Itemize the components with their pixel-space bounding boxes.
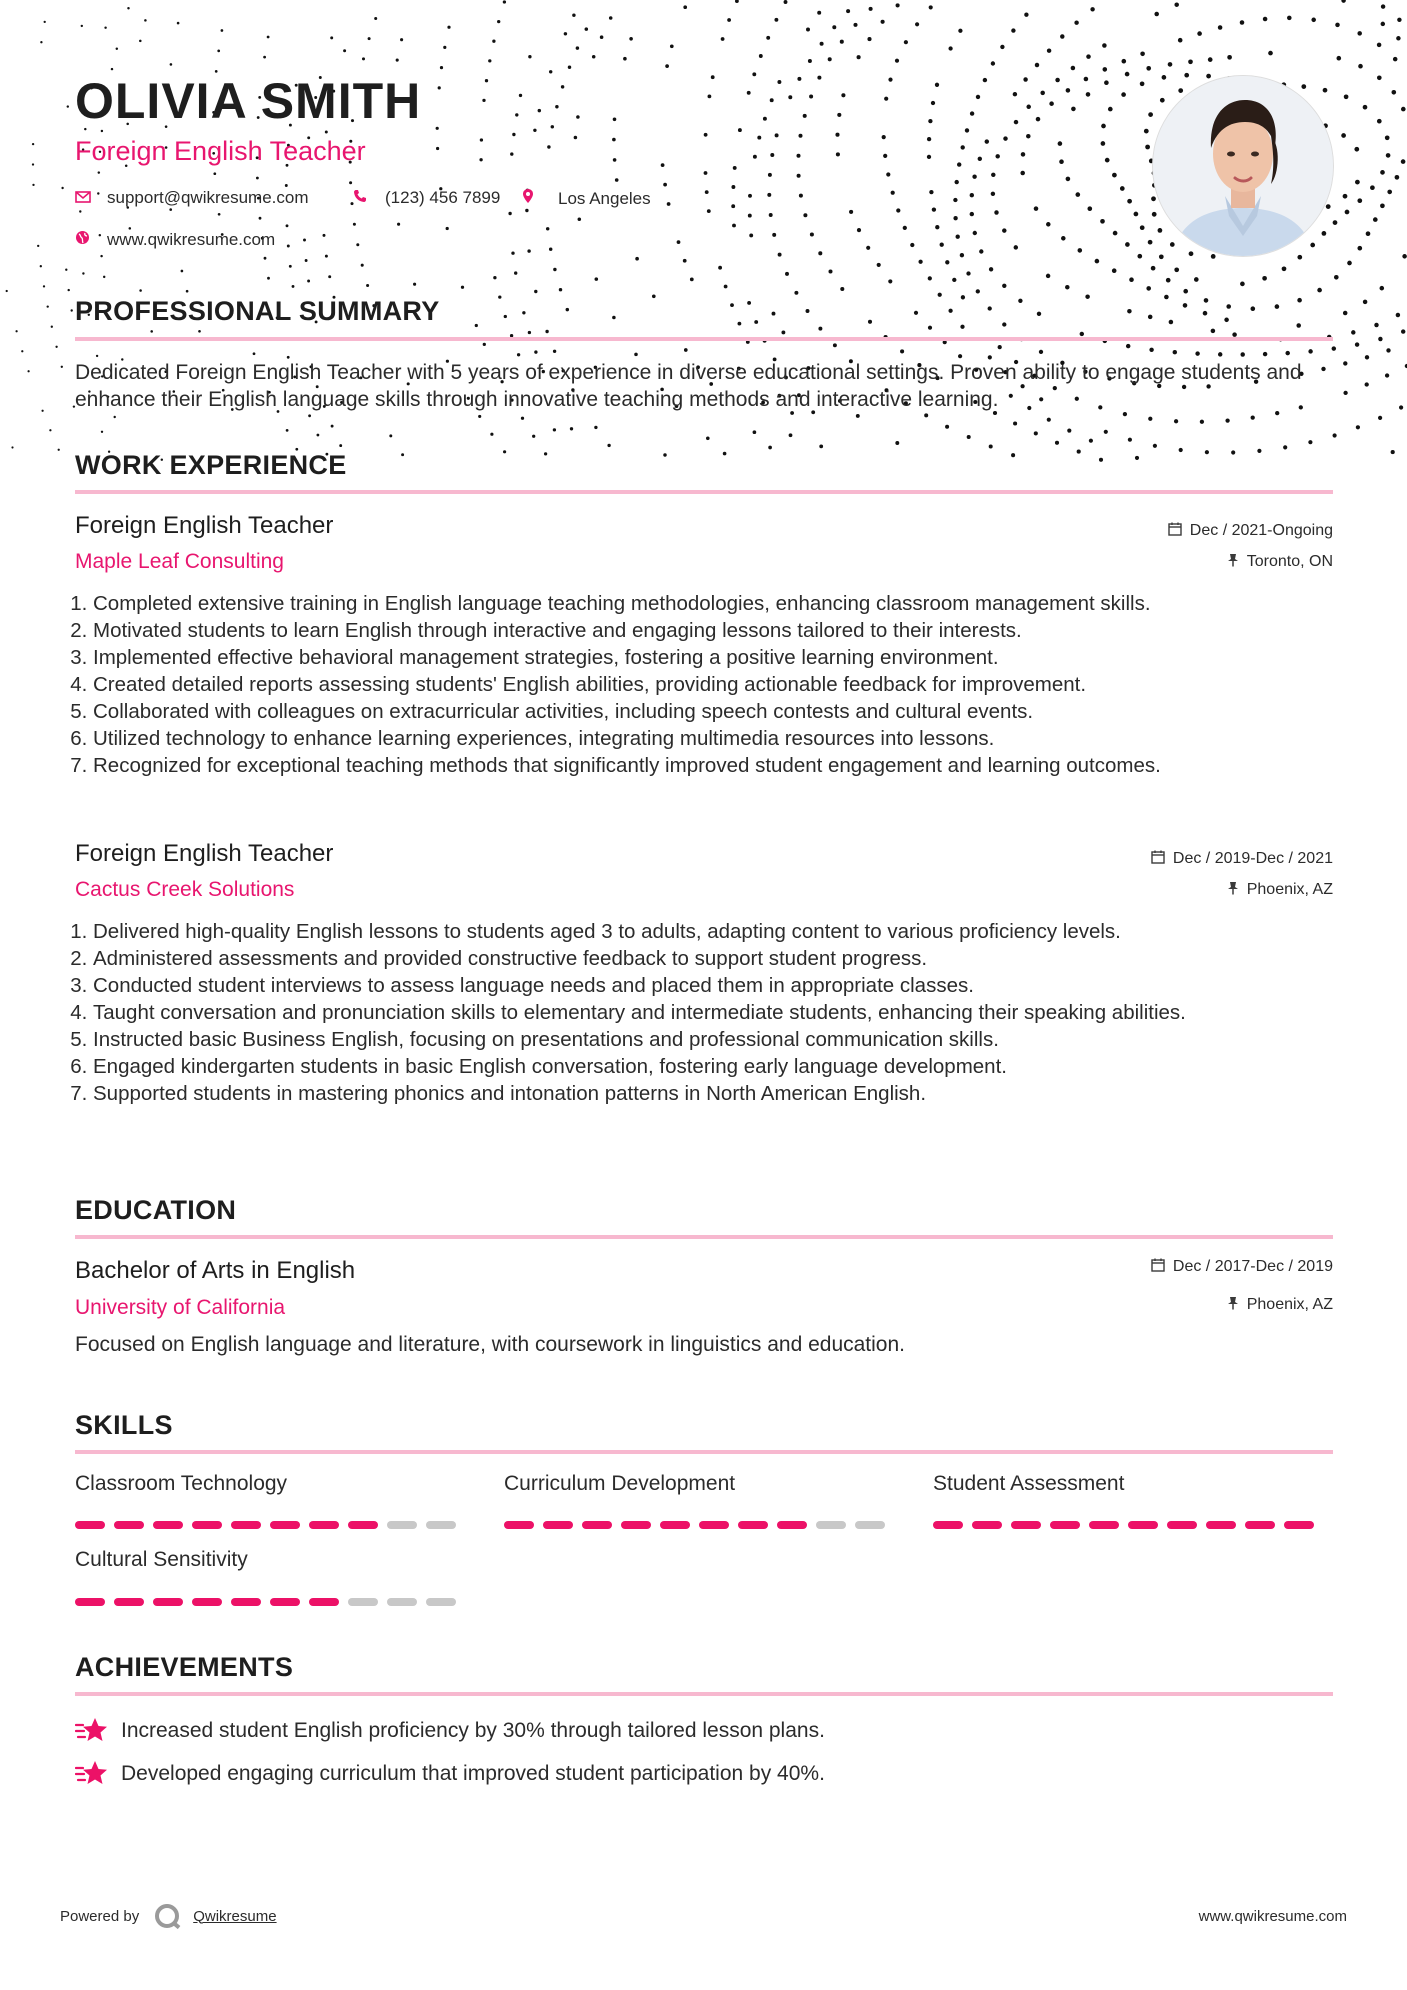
list-item: 6. Utilized technology to enhance learning experiences, integrating multimedia resources into lessons. [93, 725, 1353, 752]
company-name: Maple Leaf Consulting [75, 550, 284, 573]
skill-level-bar [75, 1598, 456, 1606]
pushpin-icon [1227, 881, 1239, 899]
skill-level-segment [699, 1521, 729, 1529]
achievements-heading: ACHIEVEMENTS [75, 1652, 294, 1682]
location-text: Los Angeles [558, 188, 651, 208]
list-item: 3. Implemented effective behavioral management strategies, fostering a positive learning environment. [93, 644, 1353, 671]
achievements-divider [75, 1692, 1333, 1696]
education-date-text: Dec / 2017-Dec / 2019 [1172, 1258, 1333, 1275]
skills-divider [75, 1450, 1333, 1454]
summary-text: Dedicated Foreign English Teacher with 5 years of experience in diverse educational settings. Proven ability to engage students and enhance their English language skills through innovative teaching methods and interactive learning. [75, 361, 1302, 411]
skill-level-segment [972, 1521, 1002, 1529]
email-contact [75, 188, 309, 208]
candidate-name: OLIVIA SMITH [75, 73, 422, 129]
skill-level-segment [855, 1521, 885, 1529]
list-item: 5. Collaborated with colleagues on extracurricular activities, including speech contests and cultural events. [93, 698, 1353, 725]
skill-level-segment [75, 1521, 105, 1529]
skill-name: Curriculum Development [504, 1472, 736, 1495]
powered-by-label: Powered by [60, 1907, 140, 1925]
list-item: 1. Completed extensive training in English language teaching methodologies, enhancing classroom management skills. [93, 590, 1353, 617]
skill-level-segment [192, 1598, 222, 1606]
experience-heading: WORK EXPERIENCE [75, 450, 347, 480]
star-icon [75, 1759, 109, 1789]
skill-level-segment [75, 1598, 105, 1606]
job-location [1227, 553, 1333, 571]
footer-powered-by [60, 1904, 277, 1928]
skill-level-segment [309, 1521, 339, 1529]
job-date-text: Dec / 2021-Ongoing [1189, 522, 1333, 539]
skill-level-segment [660, 1521, 690, 1529]
job-date [1168, 522, 1333, 540]
skill-level-segment [231, 1521, 261, 1529]
list-item: 1. Delivered high-quality English lessons to students aged 3 to adults, adapting content to various proficiency levels. [93, 918, 1353, 945]
skill-level-segment [426, 1521, 456, 1529]
email-text[interactable]: support@qwikresume.com [107, 188, 309, 207]
calendar-icon [1168, 522, 1182, 540]
skill-level-segment [426, 1598, 456, 1606]
list-item: 3. Conducted student interviews to assess language needs and placed them in appropriate classes. [93, 972, 1353, 999]
job-date [1151, 850, 1333, 868]
skill-level-bar [933, 1521, 1314, 1529]
skill-level-segment [738, 1521, 768, 1529]
education-divider [75, 1235, 1333, 1239]
calendar-icon [1151, 1258, 1165, 1276]
list-item: 7. Supported students in mastering phonics and intonation patterns in North American English. [93, 1080, 1353, 1107]
list-item: 6. Engaged kindergarten students in basic English conversation, fostering early language development. [93, 1053, 1353, 1080]
website-contact [75, 230, 275, 250]
location-contact [522, 188, 651, 209]
education-location-text: Phoenix, AZ [1246, 1296, 1333, 1313]
education-date [1151, 1258, 1333, 1276]
summary-heading: PROFESSIONAL SUMMARY [75, 296, 440, 326]
school-name: University of California [75, 1296, 286, 1319]
list-item: 4. Taught conversation and pronunciation skills to elementary and intermediate students, enhancing their speaking abilities. [93, 999, 1353, 1026]
skill-level-bar [504, 1521, 885, 1529]
skill-level-segment [1284, 1521, 1314, 1529]
skill-level-segment [504, 1521, 534, 1529]
summary-divider [75, 337, 1333, 341]
skill-level-segment [1089, 1521, 1119, 1529]
skill-level-segment [270, 1598, 300, 1606]
education-heading: EDUCATION [75, 1195, 237, 1225]
skills-heading: SKILLS [75, 1410, 173, 1440]
skill-level-segment [153, 1521, 183, 1529]
skill-level-segment [387, 1598, 417, 1606]
experience-divider [75, 490, 1333, 494]
envelope-icon [75, 188, 93, 208]
phone-icon [353, 188, 371, 208]
job-bullets [75, 590, 1353, 779]
list-item: 2. Administered assessments and provided constructive feedback to support student progress. [93, 945, 1353, 972]
skill-level-segment [543, 1521, 573, 1529]
skill-name: Cultural Sensitivity [75, 1548, 248, 1571]
skill-level-segment [348, 1521, 378, 1529]
skill-level-segment [1050, 1521, 1080, 1529]
skill-level-segment [270, 1521, 300, 1529]
website-text[interactable]: www.qwikresume.com [107, 230, 276, 249]
skill-level-segment [1245, 1521, 1275, 1529]
job-title: Foreign English Teacher [75, 840, 334, 867]
skill-level-segment [1167, 1521, 1197, 1529]
list-item: 4. Created detailed reports assessing students' English abilities, providing actionable feedback for improvement. [93, 671, 1353, 698]
list-item: 2. Motivated students to learn English through interactive and engaging lessons tailored to their interests. [93, 617, 1353, 644]
skill-level-segment [1011, 1521, 1041, 1529]
education-description: Focused on English language and literature, with coursework in linguistics and education. [75, 1333, 905, 1356]
skill-level-segment [309, 1598, 339, 1606]
pushpin-icon [1227, 553, 1239, 571]
achievement-text: Developed engaging curriculum that improved student participation by 40%. [121, 1762, 825, 1785]
skill-level-segment [1206, 1521, 1236, 1529]
skill-level-segment [621, 1521, 651, 1529]
star-icon [75, 1716, 109, 1746]
company-name: Cactus Creek Solutions [75, 878, 295, 901]
job-location-text: Toronto, ON [1246, 553, 1333, 570]
education-location [1227, 1296, 1333, 1314]
skill-level-segment [231, 1598, 261, 1606]
profile-photo [1153, 76, 1333, 256]
footer-url[interactable]: www.qwikresume.com [1198, 1908, 1347, 1925]
phone-text: (123) 456 7899 [385, 188, 501, 207]
globe-icon [75, 230, 93, 250]
list-item: 7. Recognized for exceptional teaching methods that significantly improved student engagement and learning outcomes. [93, 752, 1353, 779]
skill-level-segment [933, 1521, 963, 1529]
map-pin-icon [522, 188, 540, 209]
achievement-text: Increased student English proficiency by 30% through tailored lesson plans. [121, 1719, 825, 1742]
job-bullets [75, 918, 1353, 1107]
job-title: Foreign English Teacher [75, 512, 334, 539]
skill-level-segment [192, 1521, 222, 1529]
job-location [1227, 881, 1333, 899]
job-date-text: Dec / 2019-Dec / 2021 [1172, 850, 1333, 867]
list-item: 5. Instructed basic Business English, focusing on presentations and professional communication skills. [93, 1026, 1353, 1053]
skill-level-segment [777, 1521, 807, 1529]
candidate-role: Foreign English Teacher [75, 136, 366, 166]
qwikresume-link[interactable]: Qwikresume [193, 1907, 277, 1925]
skill-level-segment [816, 1521, 846, 1529]
skill-name: Classroom Technology [75, 1472, 288, 1495]
job-location-text: Phoenix, AZ [1246, 881, 1333, 898]
calendar-icon [1151, 850, 1165, 868]
skill-level-segment [114, 1598, 144, 1606]
achievement-item [75, 1716, 825, 1746]
pushpin-icon [1227, 1296, 1239, 1314]
skill-level-segment [348, 1598, 378, 1606]
qwikresume-logo-icon [155, 1904, 179, 1928]
skill-level-segment [582, 1521, 612, 1529]
skill-level-bar [75, 1521, 456, 1529]
skill-level-segment [153, 1598, 183, 1606]
skill-level-segment [387, 1521, 417, 1529]
degree-title: Bachelor of Arts in English [75, 1257, 356, 1284]
phone-contact [353, 188, 500, 208]
skill-level-segment [1128, 1521, 1158, 1529]
skill-level-segment [114, 1521, 144, 1529]
achievement-item [75, 1759, 825, 1789]
skill-name: Student Assessment [933, 1472, 1125, 1495]
